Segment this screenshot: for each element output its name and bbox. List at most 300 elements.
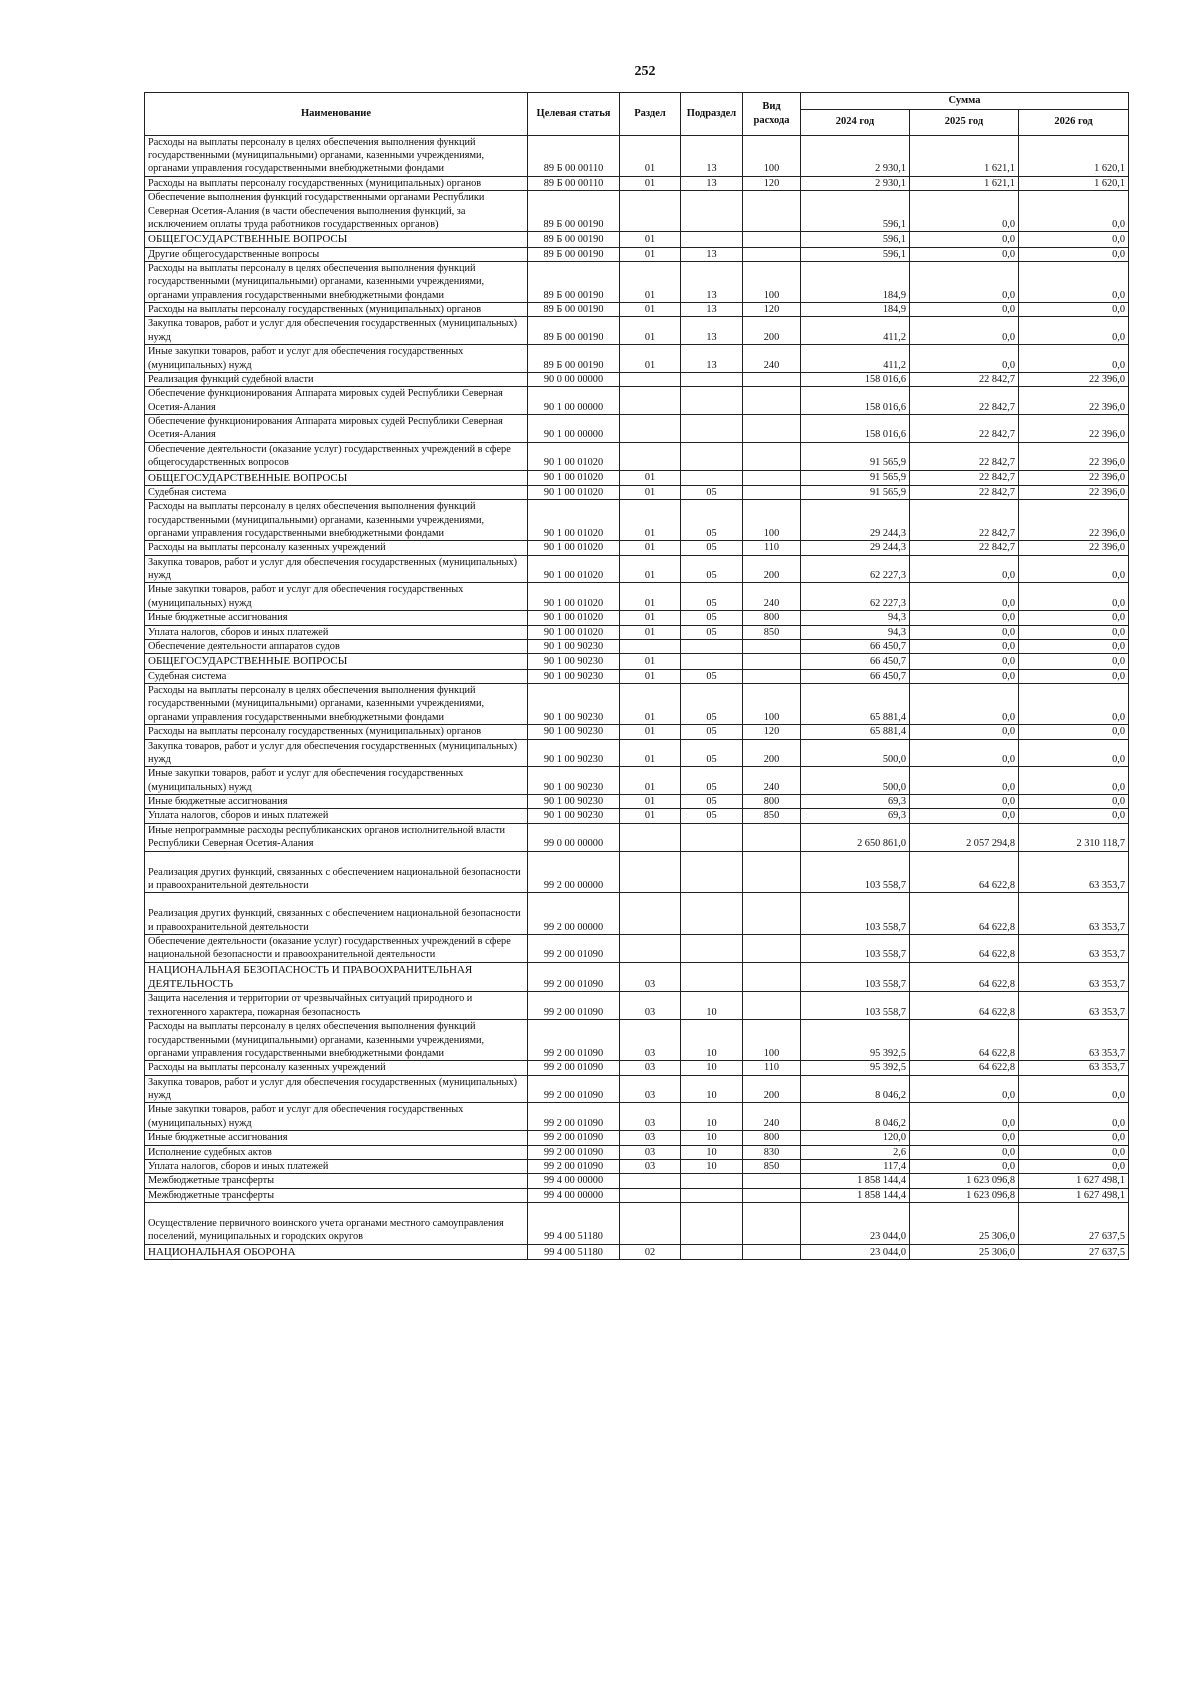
row-sum-2026: 22 396,0	[1019, 387, 1129, 415]
row-sum-2025: 25 306,0	[910, 1244, 1019, 1259]
table-row	[145, 1020, 1129, 1061]
row-sum-2024: 66 450,7	[801, 669, 910, 683]
row-sum-2025: 0,0	[910, 232, 1019, 247]
row-target: 90 1 00 90230	[528, 684, 620, 725]
row-sum-2026: 0,0	[1019, 684, 1129, 725]
row-sum-2025: 22 842,7	[910, 387, 1019, 415]
table-row	[145, 823, 1129, 851]
page-number: 252	[634, 64, 656, 79]
row-sum-2024: 62 227,3	[801, 583, 910, 611]
row-podrazdel	[681, 654, 743, 669]
row-sum-2024: 65 881,4	[801, 725, 910, 739]
row-sum-2026: 0,0	[1019, 261, 1129, 302]
table-row	[145, 176, 1129, 190]
row-razdel: 01	[620, 345, 681, 373]
row-vid	[743, 485, 801, 499]
row-razdel: 01	[620, 317, 681, 345]
row-sum-2026: 0,0	[1019, 1103, 1129, 1131]
row-podrazdel: 10	[681, 1131, 743, 1145]
row-target: 99 2 00 01090	[528, 1020, 620, 1061]
row-sum-2024: 1 858 144,4	[801, 1188, 910, 1202]
row-podrazdel	[681, 1203, 743, 1245]
row-sum-2025: 1 621,1	[910, 135, 1019, 176]
table-row	[145, 1159, 1129, 1173]
table-row	[145, 232, 1129, 247]
row-podrazdel: 13	[681, 261, 743, 302]
row-sum-2026: 63 353,7	[1019, 992, 1129, 1020]
row-name: Уплата налогов, сборов и иных платежей	[145, 809, 528, 823]
row-sum-2026: 27 637,5	[1019, 1203, 1129, 1245]
row-sum-2026: 0,0	[1019, 1145, 1129, 1159]
row-razdel: 01	[620, 247, 681, 261]
row-podrazdel	[681, 191, 743, 232]
row-target: 90 1 00 90230	[528, 795, 620, 809]
row-podrazdel	[681, 893, 743, 935]
row-target: 99 4 00 51180	[528, 1203, 620, 1245]
row-target: 99 2 00 01090	[528, 1103, 620, 1131]
row-sum-2025: 0,0	[910, 1145, 1019, 1159]
row-razdel: 01	[620, 583, 681, 611]
table-row	[145, 935, 1129, 963]
row-target: 90 1 00 01020	[528, 541, 620, 555]
row-name: Расходы на выплаты персоналу казенных учреждений	[145, 1061, 528, 1075]
row-vid: 100	[743, 684, 801, 725]
table-row	[145, 992, 1129, 1020]
row-podrazdel: 13	[681, 247, 743, 261]
header-target: Целевая статья	[528, 93, 620, 136]
table-row	[145, 317, 1129, 345]
row-sum-2024: 158 016,6	[801, 415, 910, 443]
row-sum-2026: 0,0	[1019, 625, 1129, 639]
row-target: 90 1 00 90230	[528, 654, 620, 669]
row-sum-2026: 63 353,7	[1019, 851, 1129, 893]
row-razdel: 01	[620, 795, 681, 809]
row-sum-2024: 2 930,1	[801, 176, 910, 190]
row-sum-2024: 411,2	[801, 345, 910, 373]
row-vid: 240	[743, 1103, 801, 1131]
row-target: 90 1 00 01020	[528, 500, 620, 541]
row-target: 90 1 00 01020	[528, 611, 620, 625]
table-body	[145, 135, 1129, 1259]
row-vid	[743, 851, 801, 893]
row-name: Иные бюджетные ассигнования	[145, 1131, 528, 1145]
row-sum-2025: 0,0	[910, 191, 1019, 232]
row-target: 90 1 00 01020	[528, 583, 620, 611]
row-target: 99 2 00 01090	[528, 1075, 620, 1103]
row-sum-2025: 64 622,8	[910, 851, 1019, 893]
row-sum-2026: 22 396,0	[1019, 541, 1129, 555]
row-vid	[743, 654, 801, 669]
row-sum-2024: 1 858 144,4	[801, 1174, 910, 1188]
table-row	[145, 625, 1129, 639]
row-target: 99 2 00 01090	[528, 1061, 620, 1075]
header-podrazdel: Подраздел	[681, 93, 743, 136]
row-name: Обеспечение выполнения функций государственными органами Республики Северная Осетия-Алания (в части обеспечения выполнения функций, за исключением оплаты труда работников государственных органов)	[145, 191, 528, 232]
row-target: 90 1 00 00000	[528, 387, 620, 415]
row-sum-2025: 22 842,7	[910, 415, 1019, 443]
row-sum-2024: 8 046,2	[801, 1075, 910, 1103]
row-sum-2025: 22 842,7	[910, 442, 1019, 470]
row-name: Реализация функций судебной власти	[145, 372, 528, 386]
table-row	[145, 541, 1129, 555]
row-sum-2024: 158 016,6	[801, 372, 910, 386]
row-target: 90 1 00 90230	[528, 639, 620, 653]
row-target: 99 0 00 00000	[528, 823, 620, 851]
row-vid: 850	[743, 625, 801, 639]
table-row	[145, 415, 1129, 443]
row-vid: 240	[743, 345, 801, 373]
row-sum-2026: 22 396,0	[1019, 470, 1129, 485]
row-razdel: 03	[620, 1020, 681, 1061]
row-vid	[743, 823, 801, 851]
row-podrazdel: 05	[681, 725, 743, 739]
row-razdel: 01	[620, 725, 681, 739]
row-sum-2024: 65 881,4	[801, 684, 910, 725]
row-sum-2025: 0,0	[910, 317, 1019, 345]
row-sum-2026: 0,0	[1019, 1159, 1129, 1173]
row-podrazdel: 05	[681, 684, 743, 725]
row-vid: 110	[743, 541, 801, 555]
row-name: Уплата налогов, сборов и иных платежей	[145, 1159, 528, 1173]
row-sum-2024: 29 244,3	[801, 541, 910, 555]
row-podrazdel: 05	[681, 795, 743, 809]
row-podrazdel	[681, 935, 743, 963]
row-sum-2024: 69,3	[801, 809, 910, 823]
row-vid	[743, 415, 801, 443]
table-row	[145, 1203, 1129, 1245]
row-target: 89 Б 00 00110	[528, 176, 620, 190]
row-target: 90 1 00 90230	[528, 669, 620, 683]
row-sum-2026: 22 396,0	[1019, 415, 1129, 443]
row-podrazdel	[681, 1174, 743, 1188]
row-sum-2024: 184,9	[801, 261, 910, 302]
row-podrazdel: 05	[681, 739, 743, 767]
row-name: Другие общегосударственные вопросы	[145, 247, 528, 261]
row-sum-2024: 95 392,5	[801, 1061, 910, 1075]
row-razdel: 01	[620, 611, 681, 625]
row-vid: 800	[743, 611, 801, 625]
row-razdel: 01	[620, 485, 681, 499]
row-sum-2026: 0,0	[1019, 345, 1129, 373]
row-vid	[743, 470, 801, 485]
row-sum-2025: 0,0	[910, 1159, 1019, 1173]
row-name: Расходы на выплаты персоналу в целях обеспечения выполнения функций государственными (муниципальными) органами, казенными учреждениями, органами управления государственными внебюджетными фондами	[145, 500, 528, 541]
row-target: 99 2 00 01090	[528, 1131, 620, 1145]
row-podrazdel: 05	[681, 767, 743, 795]
row-sum-2026: 0,0	[1019, 317, 1129, 345]
table-row	[145, 1061, 1129, 1075]
row-sum-2025: 0,0	[910, 247, 1019, 261]
row-sum-2025: 64 622,8	[910, 962, 1019, 992]
row-podrazdel: 05	[681, 809, 743, 823]
row-sum-2025: 1 623 096,8	[910, 1188, 1019, 1202]
row-vid	[743, 191, 801, 232]
row-sum-2026: 0,0	[1019, 767, 1129, 795]
row-target: 99 2 00 01090	[528, 1159, 620, 1173]
row-razdel	[620, 1174, 681, 1188]
row-name: Закупка товаров, работ и услуг для обеспечения государственных (муниципальных) нужд	[145, 1075, 528, 1103]
row-sum-2025: 22 842,7	[910, 470, 1019, 485]
table-row	[145, 739, 1129, 767]
row-podrazdel	[681, 962, 743, 992]
row-sum-2025: 22 842,7	[910, 500, 1019, 541]
row-name: Судебная система	[145, 669, 528, 683]
row-podrazdel: 05	[681, 500, 743, 541]
header-2026: 2026 год	[1019, 109, 1129, 135]
table-row	[145, 500, 1129, 541]
row-target: 90 1 00 01020	[528, 485, 620, 499]
row-sum-2026: 0,0	[1019, 232, 1129, 247]
row-sum-2024: 103 558,7	[801, 893, 910, 935]
row-razdel: 01	[620, 767, 681, 795]
table-row	[145, 767, 1129, 795]
row-sum-2024: 8 046,2	[801, 1103, 910, 1131]
row-sum-2024: 120,0	[801, 1131, 910, 1145]
row-podrazdel: 10	[681, 1103, 743, 1131]
row-sum-2026: 0,0	[1019, 247, 1129, 261]
table-row	[145, 962, 1129, 992]
row-razdel	[620, 387, 681, 415]
row-sum-2026: 0,0	[1019, 191, 1129, 232]
row-razdel: 03	[620, 1145, 681, 1159]
row-name: Расходы на выплаты персоналу казенных учреждений	[145, 541, 528, 555]
row-target: 99 2 00 00000	[528, 893, 620, 935]
row-razdel: 01	[620, 684, 681, 725]
table-row	[145, 1075, 1129, 1103]
row-razdel: 01	[620, 625, 681, 639]
row-sum-2025: 22 842,7	[910, 485, 1019, 499]
table-row	[145, 669, 1129, 683]
row-razdel: 01	[620, 500, 681, 541]
table-header	[145, 93, 1129, 136]
row-razdel: 01	[620, 232, 681, 247]
row-podrazdel	[681, 442, 743, 470]
row-podrazdel	[681, 470, 743, 485]
row-razdel: 01	[620, 541, 681, 555]
row-sum-2024: 596,1	[801, 247, 910, 261]
row-sum-2026: 1 620,1	[1019, 176, 1129, 190]
row-razdel: 03	[620, 1103, 681, 1131]
row-sum-2025: 64 622,8	[910, 1061, 1019, 1075]
header-2025: 2025 год	[910, 109, 1019, 135]
row-target: 90 1 00 01020	[528, 555, 620, 583]
row-sum-2025: 64 622,8	[910, 992, 1019, 1020]
row-sum-2026: 22 396,0	[1019, 485, 1129, 499]
row-sum-2024: 2,6	[801, 1145, 910, 1159]
row-sum-2026: 22 396,0	[1019, 442, 1129, 470]
row-name: Иные закупки товаров, работ и услуг для обеспечения государственных (муниципальных) нужд	[145, 583, 528, 611]
table-row	[145, 261, 1129, 302]
row-vid	[743, 935, 801, 963]
row-podrazdel: 05	[681, 541, 743, 555]
row-razdel: 03	[620, 1075, 681, 1103]
row-sum-2026: 63 353,7	[1019, 935, 1129, 963]
row-razdel: 03	[620, 1061, 681, 1075]
row-sum-2024: 500,0	[801, 739, 910, 767]
row-podrazdel: 10	[681, 1075, 743, 1103]
row-sum-2025: 64 622,8	[910, 1020, 1019, 1061]
row-sum-2024: 23 044,0	[801, 1244, 910, 1259]
row-vid	[743, 992, 801, 1020]
row-vid: 200	[743, 317, 801, 345]
row-razdel: 01	[620, 654, 681, 669]
row-sum-2024: 94,3	[801, 625, 910, 639]
row-razdel: 03	[620, 1131, 681, 1145]
row-podrazdel	[681, 387, 743, 415]
row-target: 89 Б 00 00190	[528, 247, 620, 261]
row-sum-2025: 0,0	[910, 583, 1019, 611]
row-target: 90 1 00 90230	[528, 725, 620, 739]
row-vid	[743, 1188, 801, 1202]
row-sum-2024: 66 450,7	[801, 654, 910, 669]
table-row	[145, 345, 1129, 373]
row-razdel	[620, 372, 681, 386]
row-vid	[743, 247, 801, 261]
row-podrazdel: 13	[681, 345, 743, 373]
row-vid: 100	[743, 135, 801, 176]
row-vid: 100	[743, 261, 801, 302]
row-sum-2025: 0,0	[910, 261, 1019, 302]
row-name: Закупка товаров, работ и услуг для обеспечения государственных (муниципальных) нужд	[145, 555, 528, 583]
row-name: Расходы на выплаты персоналу государственных (муниципальных) органов	[145, 725, 528, 739]
row-vid: 850	[743, 1159, 801, 1173]
row-sum-2025: 0,0	[910, 795, 1019, 809]
row-name: Судебная система	[145, 485, 528, 499]
row-sum-2025: 0,0	[910, 555, 1019, 583]
row-name: Расходы на выплаты персоналу государственных (муниципальных) органов	[145, 176, 528, 190]
row-podrazdel: 05	[681, 555, 743, 583]
row-vid	[743, 387, 801, 415]
row-sum-2024: 23 044,0	[801, 1203, 910, 1245]
row-podrazdel: 05	[681, 611, 743, 625]
row-sum-2024: 117,4	[801, 1159, 910, 1173]
row-vid: 830	[743, 1145, 801, 1159]
row-target: 99 2 00 01090	[528, 992, 620, 1020]
row-vid: 800	[743, 795, 801, 809]
row-sum-2025: 1 621,1	[910, 176, 1019, 190]
row-name: Расходы на выплаты персоналу в целях обеспечения выполнения функций государственными (муниципальными) органами, казенными учреждениями, органами управления государственными внебюджетными фондами	[145, 261, 528, 302]
row-sum-2024: 103 558,7	[801, 935, 910, 963]
row-sum-2026: 2 310 118,7	[1019, 823, 1129, 851]
row-vid: 200	[743, 739, 801, 767]
row-sum-2026: 63 353,7	[1019, 1061, 1129, 1075]
row-name: Закупка товаров, работ и услуг для обеспечения государственных (муниципальных) нужд	[145, 739, 528, 767]
row-sum-2024: 91 565,9	[801, 442, 910, 470]
row-sum-2024: 103 558,7	[801, 962, 910, 992]
row-name: Иные бюджетные ассигнования	[145, 795, 528, 809]
header-name: Наименование	[145, 93, 528, 136]
row-target: 89 Б 00 00190	[528, 317, 620, 345]
row-sum-2026: 0,0	[1019, 583, 1129, 611]
row-sum-2026: 0,0	[1019, 639, 1129, 653]
row-sum-2025: 25 306,0	[910, 1203, 1019, 1245]
row-vid: 120	[743, 725, 801, 739]
row-vid: 100	[743, 1020, 801, 1061]
table-row	[145, 303, 1129, 317]
row-name: Обеспечение функционирования Аппарата мировых судей Республики Северная Осетия-Алания	[145, 415, 528, 443]
table-row	[145, 725, 1129, 739]
row-razdel: 01	[620, 135, 681, 176]
row-target: 99 2 00 00000	[528, 851, 620, 893]
row-sum-2025: 0,0	[910, 809, 1019, 823]
row-sum-2025: 0,0	[910, 1131, 1019, 1145]
table-row	[145, 1244, 1129, 1259]
row-name: Обеспечение функционирования Аппарата мировых судей Республики Северная Осетия-Алания	[145, 387, 528, 415]
row-target: 89 Б 00 00110	[528, 135, 620, 176]
row-sum-2026: 0,0	[1019, 303, 1129, 317]
row-podrazdel	[681, 372, 743, 386]
row-vid: 240	[743, 583, 801, 611]
row-sum-2026: 22 396,0	[1019, 372, 1129, 386]
table-row	[145, 387, 1129, 415]
row-vid	[743, 232, 801, 247]
row-sum-2025: 0,0	[910, 345, 1019, 373]
row-name: ОБЩЕГОСУДАРСТВЕННЫЕ ВОПРОСЫ	[145, 470, 528, 485]
row-razdel: 01	[620, 470, 681, 485]
row-name: Реализация других функций, связанных с обеспечением национальной безопасности и правоохранительной деятельности	[145, 893, 528, 935]
row-name: Иные закупки товаров, работ и услуг для обеспечения государственных (муниципальных) нужд	[145, 345, 528, 373]
row-name: ОБЩЕГОСУДАРСТВЕННЫЕ ВОПРОСЫ	[145, 654, 528, 669]
row-vid	[743, 893, 801, 935]
row-sum-2025: 0,0	[910, 654, 1019, 669]
header-2024: 2024 год	[801, 109, 910, 135]
row-name: Расходы на выплаты персоналу в целях обеспечения выполнения функций государственными (муниципальными) органами, казенными учреждениями, органами управления государственными внебюджетными фондами	[145, 135, 528, 176]
row-name: Исполнение судебных актов	[145, 1145, 528, 1159]
row-razdel	[620, 1203, 681, 1245]
table-row	[145, 372, 1129, 386]
row-razdel: 01	[620, 809, 681, 823]
table-row	[145, 654, 1129, 669]
row-sum-2026: 63 353,7	[1019, 962, 1129, 992]
row-vid	[743, 1203, 801, 1245]
row-podrazdel: 10	[681, 1145, 743, 1159]
row-sum-2024: 91 565,9	[801, 485, 910, 499]
row-sum-2025: 0,0	[910, 625, 1019, 639]
header-razdel: Раздел	[620, 93, 681, 136]
row-razdel	[620, 1188, 681, 1202]
row-podrazdel	[681, 415, 743, 443]
row-sum-2026: 0,0	[1019, 555, 1129, 583]
row-sum-2025: 0,0	[910, 639, 1019, 653]
row-podrazdel: 05	[681, 625, 743, 639]
row-sum-2024: 103 558,7	[801, 992, 910, 1020]
row-sum-2024: 66 450,7	[801, 639, 910, 653]
row-target: 90 1 00 90230	[528, 739, 620, 767]
row-name: Реализация других функций, связанных с обеспечением национальной безопасности и правоохранительной деятельности	[145, 851, 528, 893]
row-podrazdel	[681, 639, 743, 653]
row-vid	[743, 1174, 801, 1188]
row-sum-2026: 22 396,0	[1019, 500, 1129, 541]
header-vid: Вид расхода	[743, 93, 801, 136]
row-podrazdel: 05	[681, 485, 743, 499]
row-podrazdel: 10	[681, 1020, 743, 1061]
table-row	[145, 1188, 1129, 1202]
row-sum-2025: 0,0	[910, 725, 1019, 739]
row-name: Иные бюджетные ассигнования	[145, 611, 528, 625]
row-podrazdel	[681, 823, 743, 851]
row-sum-2026: 63 353,7	[1019, 1020, 1129, 1061]
row-vid	[743, 639, 801, 653]
row-razdel	[620, 415, 681, 443]
row-target: 99 2 00 01090	[528, 1145, 620, 1159]
row-name: Иные закупки товаров, работ и услуг для обеспечения государственных (муниципальных) нужд	[145, 767, 528, 795]
row-vid	[743, 669, 801, 683]
table-row	[145, 611, 1129, 625]
row-vid: 240	[743, 767, 801, 795]
row-target: 99 4 00 00000	[528, 1174, 620, 1188]
table-row	[145, 1131, 1129, 1145]
row-podrazdel	[681, 851, 743, 893]
